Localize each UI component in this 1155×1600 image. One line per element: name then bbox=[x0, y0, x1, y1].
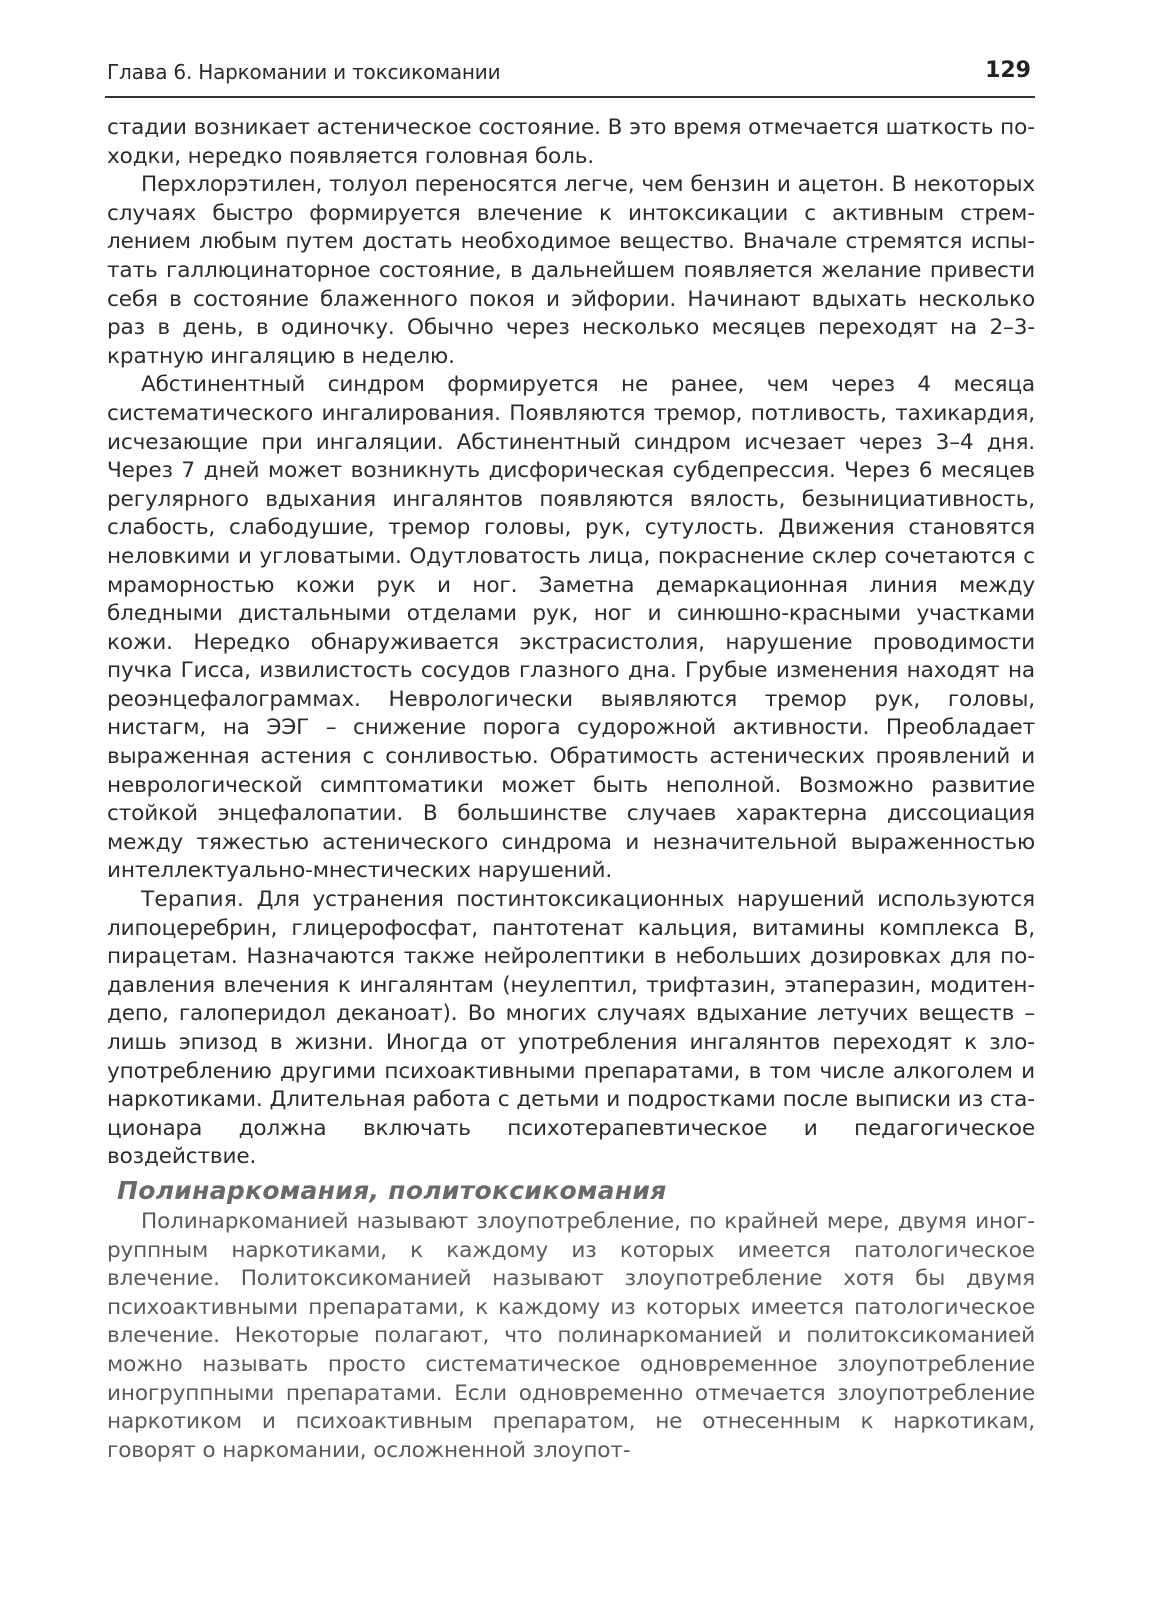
page-number: 129 bbox=[985, 58, 1031, 83]
paragraph-5: Полинаркоманией называют злоупотребление, по крайней мере, двумя иногруппным наркотиками, к каждому из которых имеется патологическое влечение. Политоксикоманией называют злоупотребление хотя бы двумя психоактивными препаратами, к каждому из которых имеется патологическое влечение. Некоторые полагают, что полинаркоманией и политоксикоманией можно называть просто систематическое одновременное злоупотребление иногруппными препаратами. Если одновременно отмечается злоупотребление наркотиком и психоактивным препаратом, не отнесенным к наркотикам, говорят о наркомании, осложненной злоупот- bbox=[107, 1208, 1035, 1463]
header-rule bbox=[105, 96, 1035, 98]
paragraph-therapy bbox=[107, 886, 1035, 1172]
therapy-text: Для устранения постинтоксикационных нарушений используются липоцеребрин, глицерофосфат, пантотенат кальция, витамины комплекса В, пирацетам. Назначаются также нейролептики в небольших дозировках для подавления влечения к ингалянтам (неулептил, трифтазин, этаперазин, модитен-депо, галоперидол деканоат). Во многих случаях вдыхание летучих веществ – лишь эпизод в жизни. Иногда от употребления ингалянтов переходят к злоупотреблению другими психоактивными препаратами, в том числе алкоголем и наркотиками. Длительная работа с детьми и подростками после выписки из стационара должна включать психотерапевтическое и педагогическое воздействие. bbox=[107, 887, 1035, 1170]
running-title: Глава 6. Наркомании и токсикомании bbox=[107, 60, 501, 84]
therapy-runin-heading: Терапия. bbox=[141, 887, 245, 913]
paragraph-3: Абстинентный синдром формируется не ранее, чем через 4 месяца систематического ингалирования. Появляются тремор, потливость, тахикардия, исчезающие при ингаляции. Абстинентный синдром исчезает через 3–4 дня. Через 7 дней может возникнуть дисфорическая субдепрессия. Через 6 месяцев регулярного вдыхания ингалянтов появляются вялость, безынициативность, слабость, слабодушие, тремор головы, рук, сутулость. Движения становятся неловкими и угловатыми. Одутловатость лица, покраснение склер сочетаются с мраморностью кожи рук и ног. Заметна демаркационная линия между бледными дистальными отделами рук, ног и синюшно-красными участками кожи. Нередко обнаруживается экстрасистолия, нарушение проводимости пучка Гисса, извилистость сосудов глазного дна. Грубые изменения находят на реоэнцефалограммах. Неврологически выявляются тремор рук, головы, нистагм, на ЭЭГ – снижение порога судорожной активности. Преобладает выраженная астения с сонливостью. Обратимость астенических проявлений и неврологической симптоматики может быть неполной. Возможно развитие стойкой энцефалопатии. В большинстве случаев характерна диссоциация между тяжестью астенического синдрома и незначительной выраженностью интеллектуально-мнестических нарушений. bbox=[107, 372, 1035, 884]
section-heading: Полинаркомания, политоксикомания bbox=[117, 1175, 667, 1205]
paragraph-2: Перхлорэтилен, толуол переносятся легче, чем бензин и ацетон. В некоторых случаях быстро формируется влечение к интоксикации с активным стремлением любым путем достать необходимое вещество. Вначале стремятся испытать галлюцинаторное состояние, в дальнейшем появляется желание привести себя в состояние блаженного покоя и эйфории. Начинают вдыхать несколько раз в день, в одиночку. Обычно через несколько месяцев переходят на 2–3-кратную ингаляцию в неделю. bbox=[107, 172, 1035, 369]
running-head bbox=[105, 38, 1035, 92]
page-body bbox=[107, 114, 1035, 1465]
book-page bbox=[105, 38, 1035, 1578]
paragraph-1: стадии возникает астеническое состояние. В это время отмечается шаткость походки, нередко появляется головная боль. bbox=[107, 115, 1035, 169]
